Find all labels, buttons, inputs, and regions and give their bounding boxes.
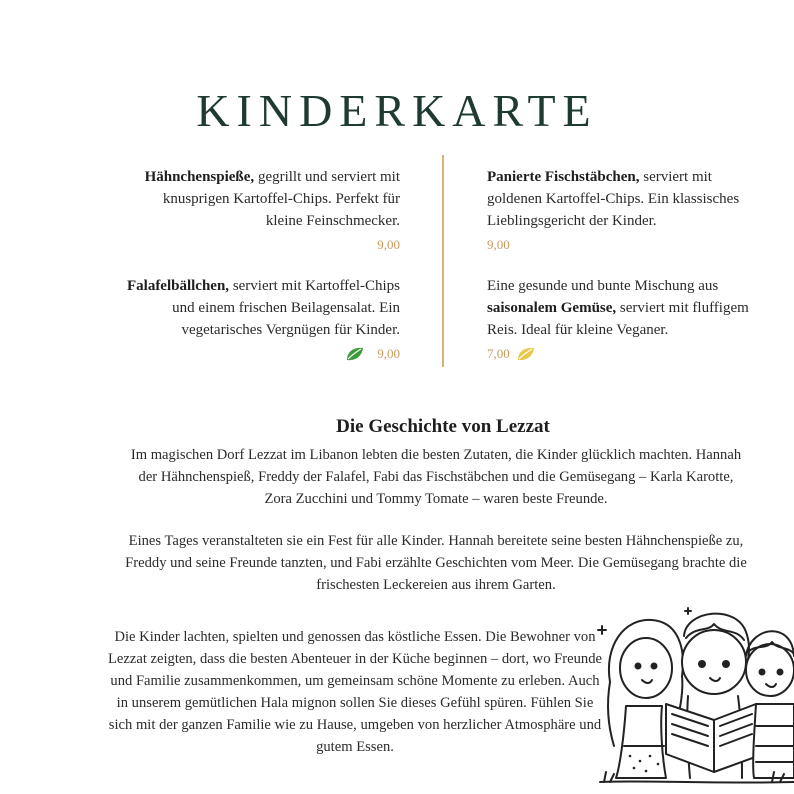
menu-item-text (487, 275, 767, 341)
menu-item-price-row (118, 343, 400, 365)
menu-item-text (118, 275, 400, 341)
menu-item-pre: Eine gesunde und bunte Mischung aus (487, 278, 719, 294)
menu-item-price-row (487, 234, 757, 256)
menu-item-fischstaebchen (487, 166, 757, 256)
menu-item-price: 9,00 (377, 346, 400, 361)
menu-item-name: Hähnchenspieße, (144, 169, 255, 185)
menu-item-desc: serviert mit fluffigem Reis. Ideal für kleine Veganer. (487, 300, 749, 338)
column-divider (442, 155, 444, 367)
menu-item-price: 9,00 (377, 237, 400, 252)
menu-item-price-row (128, 234, 400, 256)
story-title: Die Geschichte von Lezzat (336, 416, 550, 437)
menu-item-name: saisonalem Gemüse, (487, 300, 617, 316)
menu-item-price-row (487, 343, 767, 365)
menu-item-desc: serviert mit goldenen Kartoffel-Chips. Ein klassisches Lieblingsgericht der Kinder. (487, 169, 740, 229)
story-paragraph-3: Die Kinder lachten, spielten und genossen das köstliche Essen. Die Bewohner von Lezzat zeigten, dass die besten Abenteuer in der Küche beginnen – dort, wo Freunde und Familie zusammenkommen, um gemeinsam schöne Momente zu erleben. Auch in unserem gemütlichen Hala mignon sollen Sie dieses Gefühl spüren. Fühlen Sie sich mit der ganzen Familie wie zu Hause, umgeben von herzlicher Atmosphäre und gutem Essen. (108, 629, 602, 755)
menu-item-haehnchenspiesse (128, 166, 400, 256)
menu-item-price: 9,00 (487, 237, 510, 252)
children-reading-illustration (596, 596, 794, 794)
story-paragraph-2: Eines Tages veranstalteten sie ein Fest für alle Kinder. Hannah bereitete seine besten Hähnchenspieße zu, Freddy und seine Freunde tanzten, und Fabi erzählte Geschichten vom Meer. Die Gemüsegang brachte die frischesten Leckereien aus ihrem Garten. (125, 533, 747, 593)
menu-item-gemuese (487, 275, 767, 365)
menu-item-text (487, 166, 757, 232)
menu-item-name: Panierte Fischstäbchen, (487, 169, 640, 185)
menu-item-name: Falafelbällchen, (126, 278, 230, 294)
vegan-leaf-icon (516, 346, 536, 362)
page-title: KINDERKARTE (196, 85, 598, 136)
vegetarian-leaf-icon (345, 346, 365, 362)
menu-item-falafelbaellchen (118, 275, 400, 365)
menu-item-price: 7,00 (487, 346, 510, 361)
menu-item-text (128, 166, 400, 232)
menu-item-desc: gegrillt und serviert mit knusprigen Kartoffel-Chips. Perfekt für kleine Feinschmecker. (162, 169, 400, 229)
story-paragraph-1: Im magischen Dorf Lezzat im Libanon lebten die besten Zutaten, die Kinder glücklich machten. Hannah der Hähnchenspieß, Freddy der Falafel, Fabi das Fischstäbchen und die Gemüsegang – Karla Karotte, Zora Zucchini und Tommy Tomate – waren beste Freunde. (130, 447, 742, 507)
menu-item-desc: serviert mit Kartoffel-Chips und einem frischen Beilagensalat. Ein vegetarisches Vergnügen für Kinder. (172, 278, 400, 338)
